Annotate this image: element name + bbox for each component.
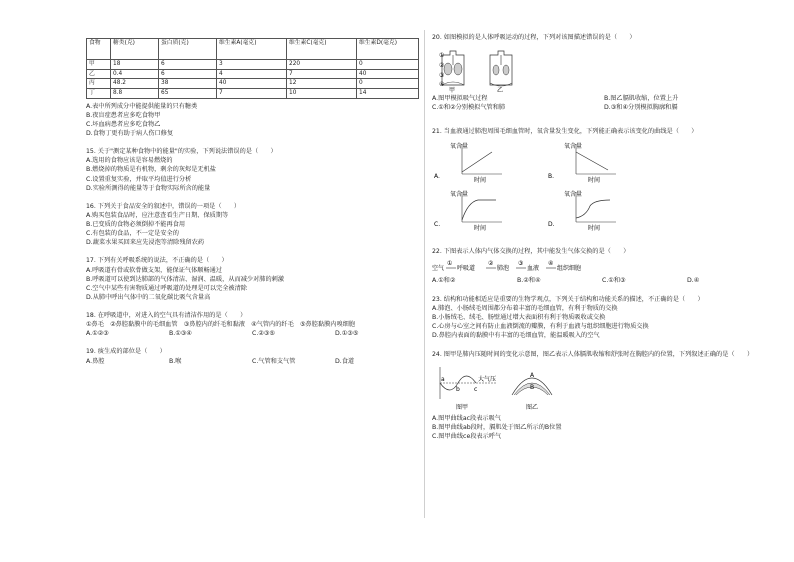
pressure-graph	[440, 367, 496, 411]
table-row	[87, 60, 419, 70]
chain-number: ③	[518, 259, 524, 267]
bell-jar-a	[439, 51, 464, 88]
table-header-row	[87, 39, 419, 60]
chain-number: ①	[447, 259, 453, 267]
graph-c	[434, 190, 502, 232]
bell-jar-b	[490, 51, 512, 86]
question-15: 15. 关于"测定某种食物中的能量"的实验，下列说法错误的是（ ）	[86, 148, 277, 156]
right-column	[432, 34, 772, 440]
svg-text:④: ④	[439, 81, 445, 89]
table-cell: 48.2	[111, 79, 159, 89]
chain-step: 呼吸道	[457, 264, 476, 272]
chain-number: ②	[488, 259, 494, 267]
question-20: 20. 如图模拟的是人体呼吸运动的过程，下列对该图描述错误的是（ ）	[432, 34, 636, 41]
option: D.鼻腔内表面的黏膜中有丰富的毛细血管，能温暖吸入的空气	[432, 332, 600, 340]
table-cell: 18	[111, 60, 159, 70]
table-row	[87, 69, 419, 79]
x-axis-label: 时间	[474, 224, 487, 232]
graph-d	[548, 190, 616, 232]
table-cell: 乙	[87, 69, 111, 79]
option: B.燃烧掉的物质是有机物，剩余的灰烬是无机盐	[86, 166, 216, 174]
option: D.从肺中呼出气体中的二氧化碳比吸气含量高	[86, 293, 211, 301]
table-cell: 65	[159, 88, 217, 98]
chain-step: 组织细胞	[557, 264, 582, 272]
option: D.蔬菜水果买回来应先浸泡等清除残留农药	[86, 239, 205, 247]
table-cell: 6	[159, 69, 217, 79]
position-label: A	[530, 371, 535, 379]
option: C.图甲曲线ce段表示呼气	[432, 432, 502, 440]
svg-text:①: ①	[439, 52, 445, 60]
lung-pressure-diagram	[432, 361, 592, 413]
question-16: 16. 下列关于食品安全的叙述中，错误的一项是（ ）	[86, 202, 241, 210]
figure-label: 甲	[449, 87, 456, 94]
option: A.图甲曲线ac段表示吸气	[432, 414, 501, 422]
table-cell: 0	[357, 79, 419, 89]
option: D.①③⑤	[335, 330, 359, 338]
question-24: 24. 图甲是肺内压随时间的变化示意图，图乙表示人体膈肌收缩和舒张时在胸腔内的位置，下列叙述正确的是（ ）	[432, 351, 754, 359]
question-17: 17. 下列有关呼吸系统的说法，不正确的是（ ）	[86, 257, 228, 265]
question-23: 23. 结构和功能相适应是重要的生物学观点，下列关于结构和功能关系的描述，不正确的是（ ）	[432, 295, 704, 303]
svg-text:②: ②	[439, 62, 445, 70]
option: C.坏血病患者应多吃食物乙	[86, 120, 161, 128]
graph-letter: A.	[434, 172, 440, 180]
option: C.心房与心室之间有防止血液倒流的瓣膜，有利于血液与组织细胞进行物质交换	[432, 323, 649, 331]
graph-letter: C.	[434, 220, 441, 228]
option: A.鼻腔	[86, 357, 105, 365]
option: D.③和④分别模拟胸廓和膈	[604, 104, 678, 112]
option: B.②和④	[517, 276, 541, 284]
figure-label: 图乙	[526, 403, 539, 411]
pressure-label: 大气压	[478, 375, 497, 383]
table-cell: 4	[217, 69, 287, 79]
table-cell: 甲	[87, 60, 111, 70]
question-22: 22. 下图表示人体内气体交换的过程，其中能发生气体交换的是（ ）	[432, 247, 630, 255]
y-axis-label: 氧含量	[450, 190, 469, 198]
option: D.④	[687, 276, 700, 284]
table-header-cell: 食物	[87, 39, 111, 60]
graph-letter: D.	[548, 220, 555, 228]
question-18: 18. 在呼吸道中，对进入的空气具有清洁作用的是（ ）	[86, 312, 247, 319]
table-cell: 12	[287, 79, 357, 89]
point-label: b	[456, 385, 460, 393]
graph-b	[548, 142, 616, 184]
chain-step: 空气	[432, 264, 445, 272]
question-21: 21. 当血液通过肺泡周围毛细血管时，氧含量发生变化，下列能正确表示该变化的曲线是（ ）	[432, 128, 698, 136]
option: D.食物丁更有助于病人伤口修复	[86, 130, 174, 137]
table-cell: 3	[217, 60, 287, 70]
option: B.夜盲症患者应多吃食物甲	[86, 111, 161, 119]
table-cell: 0.4	[111, 69, 159, 79]
option: D.实验所测得的能量等于食物实际所含的能量	[86, 184, 211, 192]
q14-options	[86, 103, 418, 138]
table-cell: 丙	[87, 79, 111, 89]
option: B.图乙膈肌收缩，位置上升	[604, 95, 679, 103]
table-cell: 40	[357, 69, 419, 79]
position-label: B	[530, 383, 535, 391]
option: A.图甲模拟吸气过程	[432, 95, 488, 103]
x-axis-label: 时间	[474, 176, 487, 184]
nutrition-table	[86, 38, 419, 99]
table-header-cell: 蛋白质(克)	[159, 39, 217, 60]
graph-letter: B.	[548, 172, 555, 180]
option: A.呼吸道有骨或软骨做支架，能保证气体顺畅通过	[86, 266, 223, 274]
table-header-cell: 维生素C(毫克)	[287, 39, 357, 60]
chain-number: ④	[548, 259, 554, 267]
option: A.①②③	[86, 330, 109, 338]
option: C.②③⑤	[252, 330, 275, 338]
option: C.设置重复实验，并取平均值进行分析	[86, 175, 192, 183]
option: B.图甲曲线ab段时，膈肌处于图乙所示的B位置	[432, 423, 562, 431]
option: C.空气中某些有害物质通过呼吸道的处理是可以完全被清除	[86, 284, 247, 292]
point-label: a	[441, 375, 445, 383]
option: D.食道	[335, 357, 355, 365]
table-cell: 38	[159, 79, 217, 89]
q20-options-row1	[432, 95, 772, 102]
table-cell: 0	[357, 60, 419, 70]
chain-step: 肺泡	[497, 264, 510, 272]
table-cell: 220	[287, 60, 357, 70]
option: A.购买包装食品时，应注意查看生产日期、保质期等	[86, 211, 229, 219]
table-cell: 7	[217, 88, 287, 98]
table-header-cell: 糖类(克)	[111, 39, 159, 60]
table-cell: 8.8	[111, 88, 159, 98]
table-cell: 7	[287, 69, 357, 79]
table-cell: 6	[159, 60, 217, 70]
graph-a	[434, 142, 502, 184]
option: B.喉	[169, 357, 182, 365]
option: B.呼吸道可以使到达肺部的气体清洁、湿润、温暖，从而减少对肺的刺激	[86, 275, 285, 283]
table-header-cell: 维生素A(毫克)	[217, 39, 287, 60]
q19-options	[86, 358, 418, 365]
option: B.①③④	[169, 330, 192, 338]
diaphragm-diagram	[512, 372, 552, 411]
question-18-items: ①鼻毛 ②鼻腔黏膜中的毛细血管 ③鼻腔内的纤毛和黏液 ④气管内的纤毛 ⑤鼻腔黏膜内嗅细胞	[86, 321, 356, 329]
figure-label: 乙	[497, 87, 504, 94]
table-row	[87, 88, 419, 98]
y-axis-label: 氧含量	[450, 142, 469, 150]
option: C.①和③	[602, 276, 626, 284]
column-divider	[424, 30, 425, 518]
option: B.小肠绒毛、绒毛、肠壁通过增大表面积有利于物质吸收或交换	[432, 314, 606, 321]
option: C.有包装的食品，不一定是安全的	[86, 230, 179, 238]
x-axis-label: 时间	[588, 224, 601, 232]
option: A.表中所列成分中能提供能量的只有糖类	[86, 102, 198, 110]
option: B.已变质的食物必须倒掉不能再食用	[86, 221, 186, 228]
table-cell: 14	[357, 88, 419, 98]
chain-step: 血液	[527, 264, 540, 272]
svg-text:③: ③	[439, 72, 445, 80]
q18-options	[86, 330, 418, 337]
option: C.气管和支气管	[252, 357, 296, 365]
table-cell: 丁	[87, 88, 111, 98]
point-label: c	[474, 385, 478, 393]
option: A.选用的食物应该是容易燃烧的	[86, 157, 173, 165]
option: A.肺泡、小肠绒毛周围都分布着丰富的毛细血管，有利于物质的交换	[432, 304, 618, 312]
table-cell: 40	[217, 79, 287, 89]
left-column	[86, 34, 418, 365]
table-row	[87, 79, 419, 89]
table-header-cell: 维生素D(毫克)	[357, 39, 419, 60]
y-axis-label: 氧含量	[564, 142, 583, 150]
gas-exchange-chain	[432, 259, 632, 275]
x-axis-label: 时间	[588, 176, 601, 184]
option: A.①和②	[432, 276, 456, 284]
q20-options-row2	[432, 104, 772, 111]
oxygen-curve-graphs	[432, 140, 732, 238]
option: C.①和②分别模拟气管和肺	[432, 104, 506, 112]
question-19: 19. 痰生成的部位是（ ）	[86, 348, 166, 356]
bell-jar-diagram	[432, 45, 552, 93]
figure-label: 图甲	[456, 403, 469, 411]
y-axis-label: 氧含量	[564, 190, 583, 198]
q22-options	[432, 277, 772, 284]
table-cell: 10	[287, 88, 357, 98]
